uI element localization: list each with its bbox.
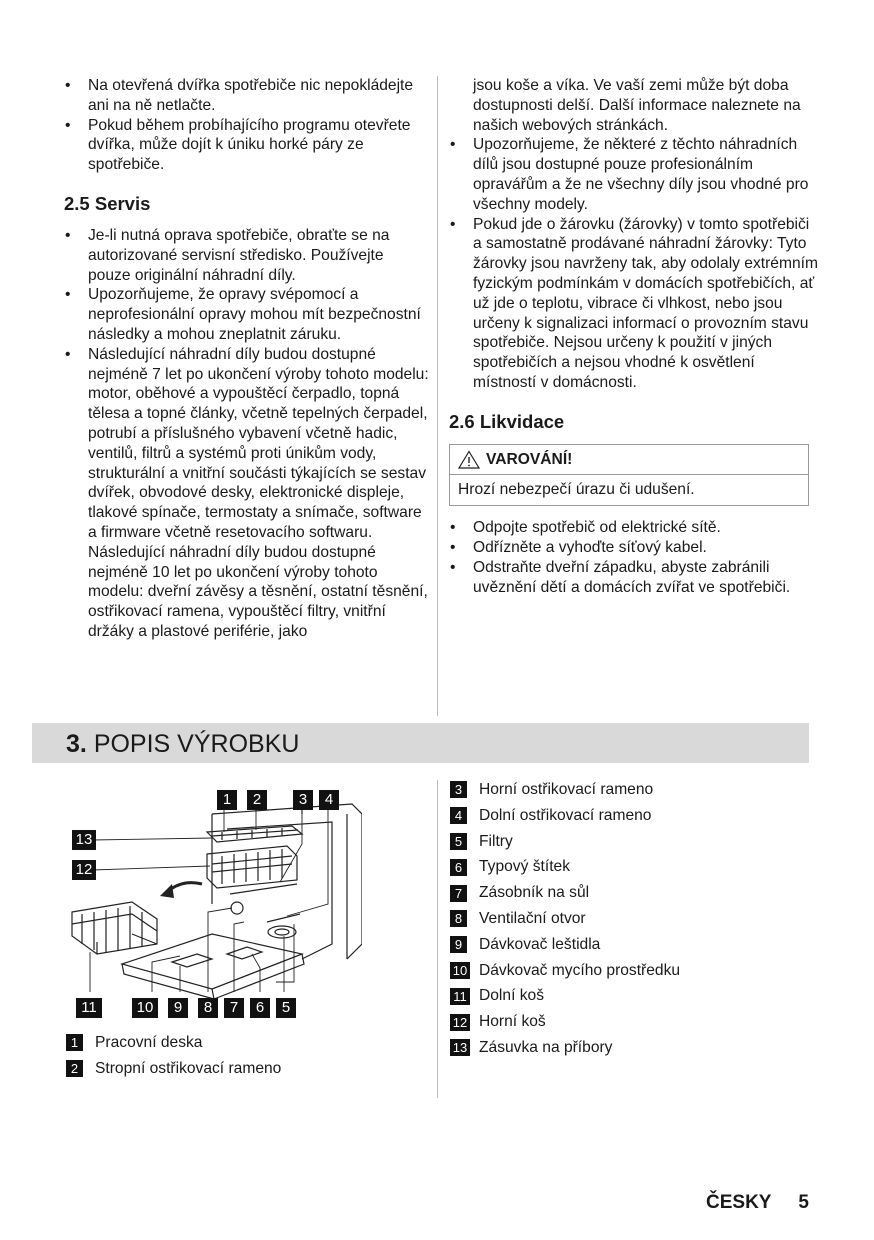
warning-triangle-icon [458, 450, 480, 469]
legend-item [450, 1035, 680, 1061]
callout-4: 4 [319, 790, 339, 810]
legend-item [450, 829, 680, 855]
legend-label: Dolní ostřikovací rameno [479, 806, 652, 824]
callout-13: 13 [72, 830, 96, 850]
right-column [449, 76, 819, 598]
list-item: • Na otevřená dvířka spotřebiče nic nepokládejte ani na ně netlačte. [64, 76, 430, 116]
legend-label: Horní koš [479, 1013, 546, 1031]
list-item: • Následující náhradní díly budou dostupné nejméně 7 let po ukončení výroby tohoto modelu: motor, oběhové a vypouštěcí čerpadlo, topná tělesa a topné články, včetně tepelných čerpadel, potrubí a příslušného vybavení včetně hadic, ventilů, filtrů a systémů proti únikům vody, strukturální a vnitřní součásti týkajících se sestav dvířek, obvodové desky, elektronické displeje, tlakové spínače, termostaty a snímače, software a firmware včetně resetovacího softwaru. Následující náhradní díly budou dostupné nejméně 10 let po ukončení výroby tohoto modelu: dveřní závěsy a těsnění, ostatní těsnění, ostřikovací ramena, vypouštěcí filtry, vnitřní držáky a plastové periférie, jako [64, 345, 430, 642]
column-divider-bottom [437, 780, 438, 1098]
warning-box [449, 444, 809, 507]
legend-item [450, 932, 680, 958]
legend-item [450, 880, 680, 906]
list-item: • Odpojte spotřebič od elektrické sítě. [449, 518, 819, 538]
legend-item [450, 958, 680, 984]
legend-label: Filtry [479, 832, 513, 850]
section-header [32, 723, 809, 763]
disposal-bullets [449, 518, 819, 597]
legend-item [450, 777, 680, 803]
legend-label: Typový štítek [479, 858, 570, 876]
legend-label: Horní ostřikovací rameno [479, 781, 654, 798]
callout-7: 7 [224, 998, 244, 1018]
legend-item [450, 803, 680, 829]
intro-bullets [64, 76, 430, 175]
warning-header [450, 445, 808, 475]
service-heading: 2.5 Servis [64, 192, 151, 214]
dishwasher-diagram-icon [62, 784, 362, 1024]
legend-label: Zásuvka na příbory [479, 1038, 613, 1056]
page-footer [706, 1192, 809, 1214]
legend-item [450, 854, 680, 880]
warning-text: Hrozí nebezpečí úrazu či udušení. [458, 480, 695, 498]
legend-right [450, 777, 680, 1061]
legend-item [450, 983, 680, 1009]
column-divider-top [437, 76, 438, 716]
section-number: 3. [66, 730, 87, 758]
section-title [66, 729, 299, 759]
legend-left [66, 1030, 281, 1082]
callout-5: 5 [276, 998, 296, 1018]
section-title-text: POPIS VÝROBKU [93, 730, 300, 758]
dishwasher-diagram [62, 784, 362, 1024]
continuation-paragraph [449, 76, 819, 135]
legend-number: 9 [450, 936, 467, 953]
legend-label: Stropní ostřikovací rameno [95, 1059, 282, 1077]
legend-label: Pracovní deska [95, 1034, 203, 1051]
legend-number: 11 [450, 988, 470, 1005]
callout-6: 6 [250, 998, 270, 1018]
callout-10: 10 [132, 998, 158, 1018]
legend-item [450, 906, 680, 932]
callout-11: 11 [76, 998, 102, 1018]
legend-number: 10 [450, 962, 470, 979]
legend-number: 7 [450, 885, 467, 902]
legend-number: 5 [450, 833, 467, 850]
list-item: jsou koše a víka. Ve vaší zemi může být doba dostupnosti delší. Další informace naleznete na našich webových stránkách. [473, 77, 801, 134]
legend-number: 13 [450, 1039, 470, 1056]
callout-3: 3 [293, 790, 313, 810]
legend-label: Dolní koš [479, 987, 545, 1005]
legend-number: 2 [66, 1060, 83, 1077]
legend-number: 4 [450, 807, 467, 824]
footer-language: ČESKY [706, 1192, 772, 1213]
list-item: • Upozorňujeme, že některé z těchto náhradních dílů jsou dostupné pouze profesionálním opravářům a že ne všechny díly jsou vhodné pro všechny modely. [449, 135, 819, 214]
service-bullets [64, 226, 430, 642]
list-item: • Pokud jde o žárovku (žárovky) v tomto spotřebiči a samostatně prodávané náhradní žárovky: Tyto žárovky jsou navrženy tak, aby odolaly extrémním fyzickým podmínkám v domácích spotřebičích, ať už jde o teplotu, vibrace či vlhkost, nebo jsou určeny k signalizaci informací o provozním stavu spotřebiče. Nejsou určeny k použití v jiných spotřebičích a nejsou vhodné k osvětlení místností v domácnosti. [449, 215, 819, 393]
list-item: • Pokud během probíhajícího programu otevřete dvířka, může dojít k úniku horké páry ze spotřebiče. [64, 116, 430, 175]
left-column [64, 76, 430, 642]
service-bullets-cont [449, 135, 819, 392]
disposal-heading: 2.6 Likvidace [449, 410, 565, 432]
legend-number: 12 [450, 1014, 470, 1031]
list-item: • Odřízněte a vyhoďte síťový kabel. [449, 538, 819, 558]
legend-label: Zásobník na sůl [479, 884, 590, 902]
legend-label: Ventilační otvor [479, 909, 586, 927]
list-item: • Odstraňte dveřní západku, abyste zabránili uvěznění dětí a domácích zvířat ve spotřebiči. [449, 558, 819, 598]
legend-number: 3 [450, 781, 467, 798]
legend-item [450, 1009, 680, 1035]
warning-title: VAROVÁNÍ! [486, 450, 573, 468]
legend-item [66, 1030, 281, 1056]
legend-label: Dávkovač mycího prostředku [479, 961, 681, 979]
callout-2: 2 [247, 790, 267, 810]
legend-item [66, 1056, 281, 1082]
list-item: • Upozorňujeme, že opravy svépomocí a neprofesionální opravy mohou mít bezpečnostní následky a mohou zneplatnit záruku. [64, 285, 430, 344]
callout-9: 9 [168, 998, 188, 1018]
legend-number: 8 [450, 910, 467, 927]
callout-1: 1 [217, 790, 237, 810]
legend-number: 6 [450, 859, 467, 876]
callout-12: 12 [72, 860, 96, 880]
callout-8: 8 [198, 998, 218, 1018]
page-number: 5 [798, 1192, 809, 1213]
list-item: • Je-li nutná oprava spotřebiče, obraťte se na autorizované servisní středisko. Používejte pouze originální náhradní díly. [64, 226, 430, 285]
legend-number: 1 [66, 1034, 83, 1051]
legend-label: Dávkovač leštidla [479, 935, 601, 953]
